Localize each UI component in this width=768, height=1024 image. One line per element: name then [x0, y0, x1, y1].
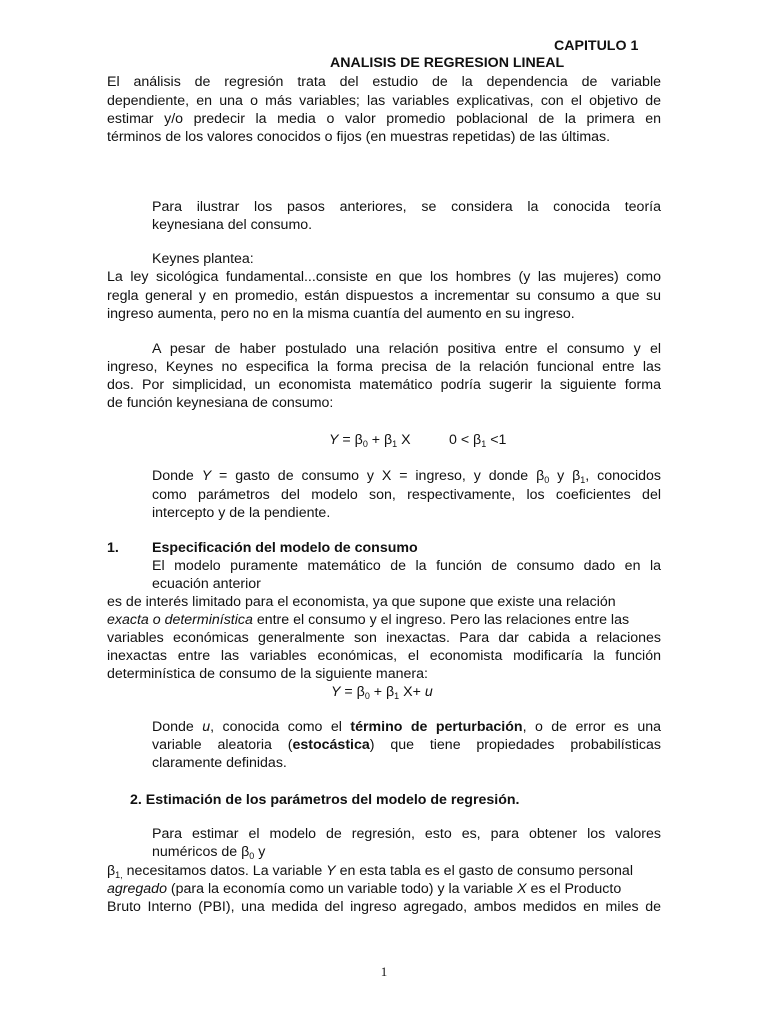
keynes-heading: Keynes plantea:: [152, 251, 254, 267]
chapter-label: CAPITULO 1: [554, 38, 639, 54]
intro-line-1: El análisis de regresión trata del estudio de la dependencia de variable: [107, 74, 661, 90]
section-2-p2: numéricos de $\beta_0$ y: [152, 844, 266, 861]
equation-keynes: $Y = \beta_0 + \beta_1$ X: [329, 432, 411, 449]
illustrate-line-2: keynesiana del consumo.: [152, 217, 313, 233]
section-1-p4: inexactas entre las variables económicas, el economista modificaría la función: [107, 648, 661, 664]
section-1-p1: es de interés limitado para el economista, ya que supone que existe una relación: [107, 594, 616, 610]
section-1-number: 1.: [107, 540, 119, 556]
section-2-line-1: $\beta_{1,}$ necesitamos datos. La variable Y en esta tabla es el gasto de consumo personal: [107, 863, 633, 880]
equation-condition: $0 < \beta_1 <1$: [449, 432, 507, 449]
section-1-p3: variables económicas generalmente son inexactas. Para dar cabida a relaciones: [107, 630, 661, 646]
despite-line-2: ingreso, Keynes no especifica la forma precisa de la relación funcional entre las: [107, 359, 661, 375]
section-2-line-3: Bruto Interno (PBI), una medida del ingreso agregado, ambos medidos en miles de: [107, 899, 661, 915]
section-1-donde-2: variable aleatoria (estocástica) que tiene propiedades probabilísticas: [152, 737, 662, 753]
despite-line-1: A pesar de haber postulado una relación positiva entre el consumo y el: [152, 341, 661, 357]
section-2-p1: Para estimar el modelo de regresión, esto es, para obtener los valores: [152, 826, 661, 842]
section-1-donde-1: Donde u, conocida como el término de perturbación, o de error es una: [152, 719, 661, 735]
donde-line-3: intercepto y de la pendiente.: [152, 505, 331, 521]
equation-stochastic: $Y = \beta_0 + \beta_1$ X+ u: [331, 684, 433, 701]
illustrate-line-1: Para ilustrar los pasos anteriores, se considera la conocida teoría: [152, 199, 661, 215]
section-1-p5: determinística de consumo de la siguiente manera:: [107, 666, 428, 682]
keynes-quote-line-3: ingreso aumenta, pero no en la misma cuantía del aumento en su ingreso.: [107, 306, 575, 322]
keynes-quote-line-2: regla general y en promedio, están dispuestos a incrementar su consumo a que su: [107, 288, 661, 304]
section-1-p2: exacta o determinística entre el consumo y el ingreso. Pero las relaciones entre las: [107, 612, 630, 628]
intro-line-3: estimar y/o predecir la media o valor promedio poblacional de la primera en: [107, 111, 661, 127]
section-1-intro-1: El modelo puramente matemático de la función de consumo dado en la: [152, 558, 661, 574]
section-1-intro-2: ecuación anterior: [152, 576, 261, 592]
section-2-line-2: agregado (para la economía como un variable todo) y la variable X es el Producto: [107, 881, 622, 897]
section-2-heading: 2. Estimación de los parámetros del modelo de regresión.: [130, 792, 520, 808]
page-title: ANALISIS DE REGRESION LINEAL: [330, 55, 565, 71]
page-number: 1: [380, 964, 388, 979]
section-1-donde-3: claramente definidas.: [152, 755, 287, 771]
despite-line-4: de función keynesiana de consumo:: [107, 395, 334, 411]
despite-line-3: dos. Por simplicidad, un economista matemático podría sugerir la siguiente forma: [107, 377, 661, 393]
donde-line-1: Donde Y = gasto de consumo y X = ingreso, y donde $\beta_0$ y $\beta_1$, conocidos: [152, 468, 662, 485]
section-1-heading: Especificación del modelo de consumo: [152, 540, 418, 556]
intro-line-2: dependiente, en una o más variables; las variables explicativas, con el objetivo de: [107, 93, 661, 109]
intro-line-4: términos de los valores conocidos o fijos (en muestras repetidas) de las últimas.: [107, 129, 611, 145]
donde-line-2: como parámetros del modelo son, respectivamente, los coeficientes del: [152, 487, 661, 503]
keynes-quote-line-1: La ley sicológica fundamental...consiste en que los hombres (y las mujeres) como: [107, 269, 661, 285]
